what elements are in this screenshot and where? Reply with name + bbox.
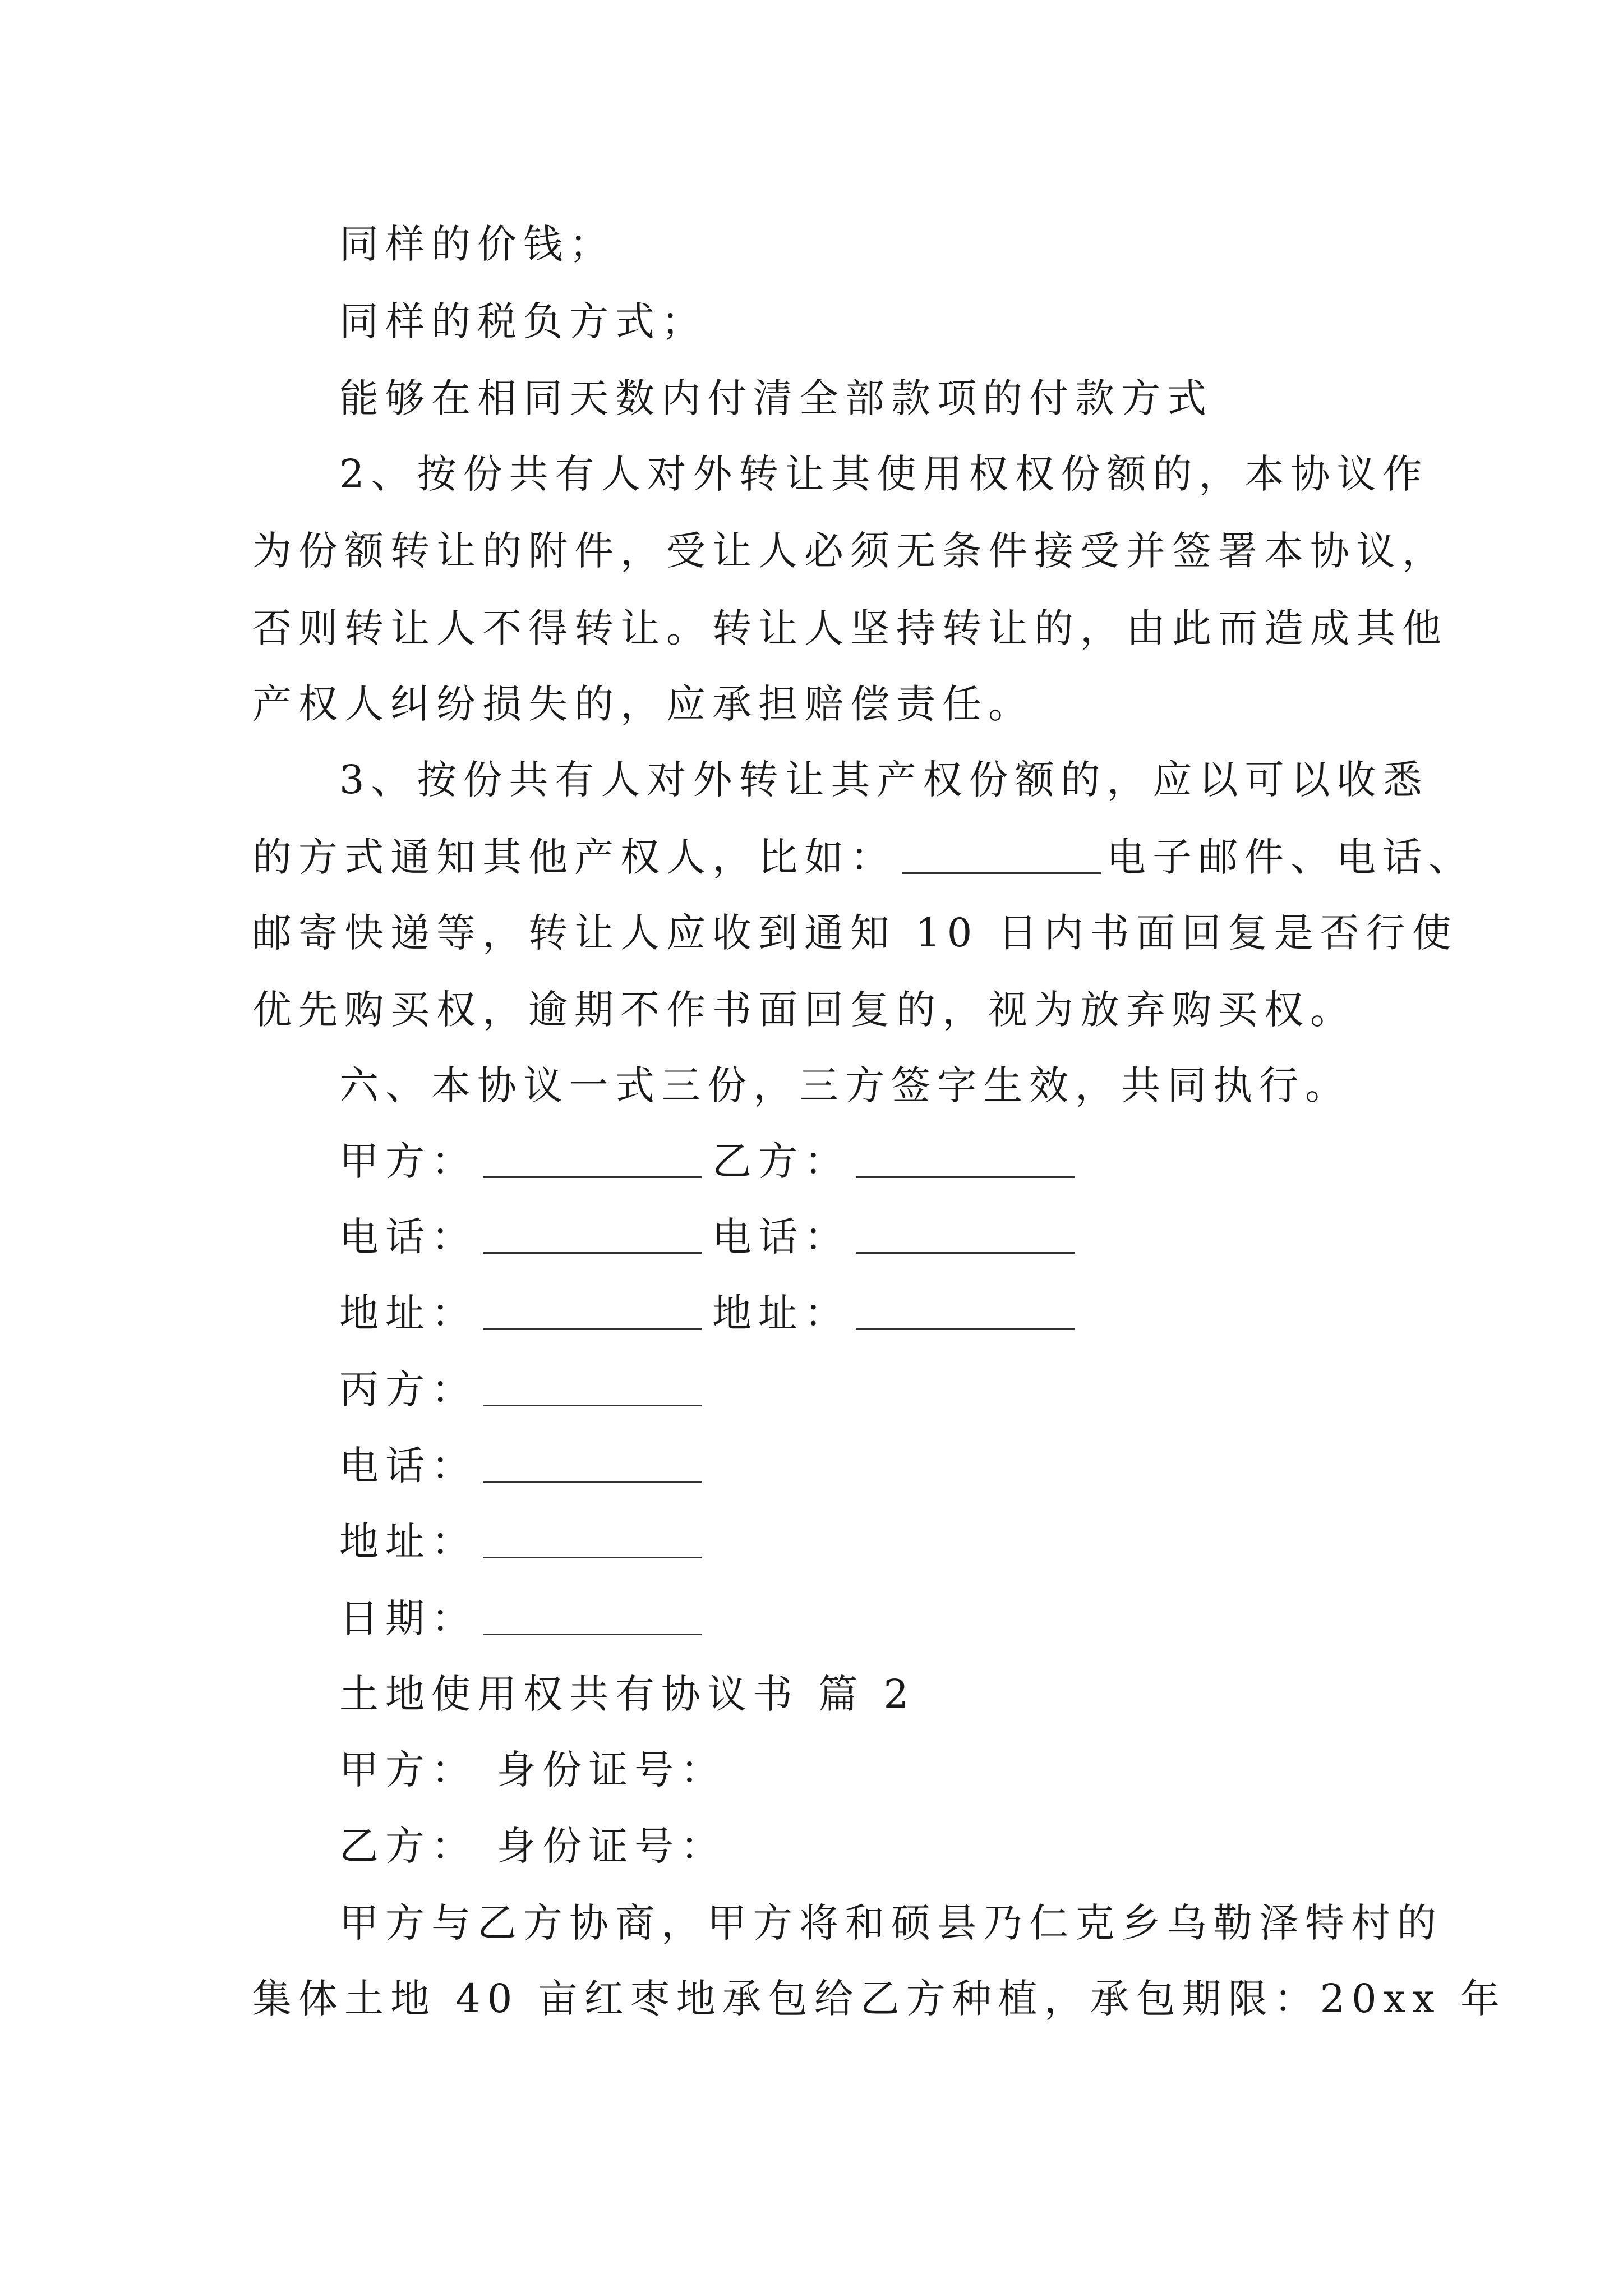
party-a-label: 甲方： (339, 1138, 477, 1184)
paragraph-3-text: 的方式通知其他产权人，比如： (252, 834, 896, 880)
party-b-id-line: 乙方： 身份证号： (339, 1823, 727, 1869)
party-a-address-field (339, 1288, 707, 1338)
date-label: 日期： (339, 1595, 477, 1641)
date-blank (483, 1634, 702, 1635)
party-c-field (339, 1364, 707, 1415)
phone-label: 电话： (339, 1443, 477, 1489)
paragraph-6-line: 六、本协议一式三份，三方签字生效，共同执行。 (339, 1062, 1351, 1108)
paragraph-3-line: 优先购买权，逾期不作书面回复的，视为放弃购买权。 (252, 987, 1356, 1033)
paragraph-3-line: 邮寄快递等，转让人应收到通知 10 日内书面回复是否行使 (252, 910, 1458, 956)
party-c-blank (483, 1405, 702, 1406)
date-field (339, 1593, 707, 1644)
address-label: 地址： (712, 1290, 850, 1336)
paragraph-2-line: 为份额转让的附件，受让人必须无条件接受并签署本协议， (252, 528, 1448, 574)
text-line: 同样的价钱； (339, 221, 615, 267)
blank-underline (902, 872, 1101, 874)
party-a-phone-field (339, 1212, 707, 1262)
party-c-phone-field (339, 1441, 707, 1491)
party-b-label: 乙方： (712, 1138, 850, 1184)
party-b-blank (856, 1176, 1075, 1178)
paragraph-3-line: 3、按份共有人对外转让其产权份额的，应以可以收悉 (339, 757, 1429, 803)
paragraph-2-line: 否则转让人不得转让。转让人坚持转让的，由此而造成其他 (252, 605, 1448, 651)
party-b-phone-field (712, 1212, 1080, 1262)
address-blank (483, 1557, 702, 1558)
party-b-field (712, 1136, 1080, 1186)
section-body-line: 甲方与乙方协商，甲方将和硕县乃仁克乡乌勒泽特村的 (339, 1900, 1443, 1946)
paragraph-3-text: 电子邮件、电话、 (1106, 834, 1474, 880)
text-line: 同样的税负方式； (339, 298, 707, 344)
party-c-address-field (339, 1516, 707, 1567)
party-a-blank (483, 1176, 702, 1178)
section-title: 土地使用权共有协议书 篇 2 (339, 1671, 916, 1717)
party-c-label: 丙方： (339, 1366, 477, 1412)
phone-blank (856, 1252, 1075, 1254)
party-a-field (339, 1136, 707, 1186)
party-a-id-line: 甲方： 身份证号： (339, 1747, 727, 1793)
paragraph-2-line: 2、按份共有人对外转让其使用权权份额的，本协议作 (339, 451, 1429, 497)
party-b-address-field (712, 1288, 1080, 1338)
phone-label: 电话： (712, 1214, 850, 1260)
address-label: 地址： (339, 1519, 477, 1565)
address-label: 地址： (339, 1290, 477, 1336)
address-blank (856, 1328, 1075, 1330)
paragraph-2-line: 产权人纠纷损失的，应承担赔偿责任。 (252, 681, 1034, 727)
section-body-line: 集体土地 40 亩红枣地承包给乙方种植，承包期限：20xx 年 (252, 1976, 1506, 2022)
phone-blank (483, 1252, 702, 1254)
phone-blank (483, 1481, 702, 1483)
text-line: 能够在相同天数内付清全部款项的付款方式 (339, 375, 1213, 421)
paragraph-3-line (252, 832, 1474, 882)
address-blank (483, 1328, 702, 1330)
phone-label: 电话： (339, 1214, 477, 1260)
